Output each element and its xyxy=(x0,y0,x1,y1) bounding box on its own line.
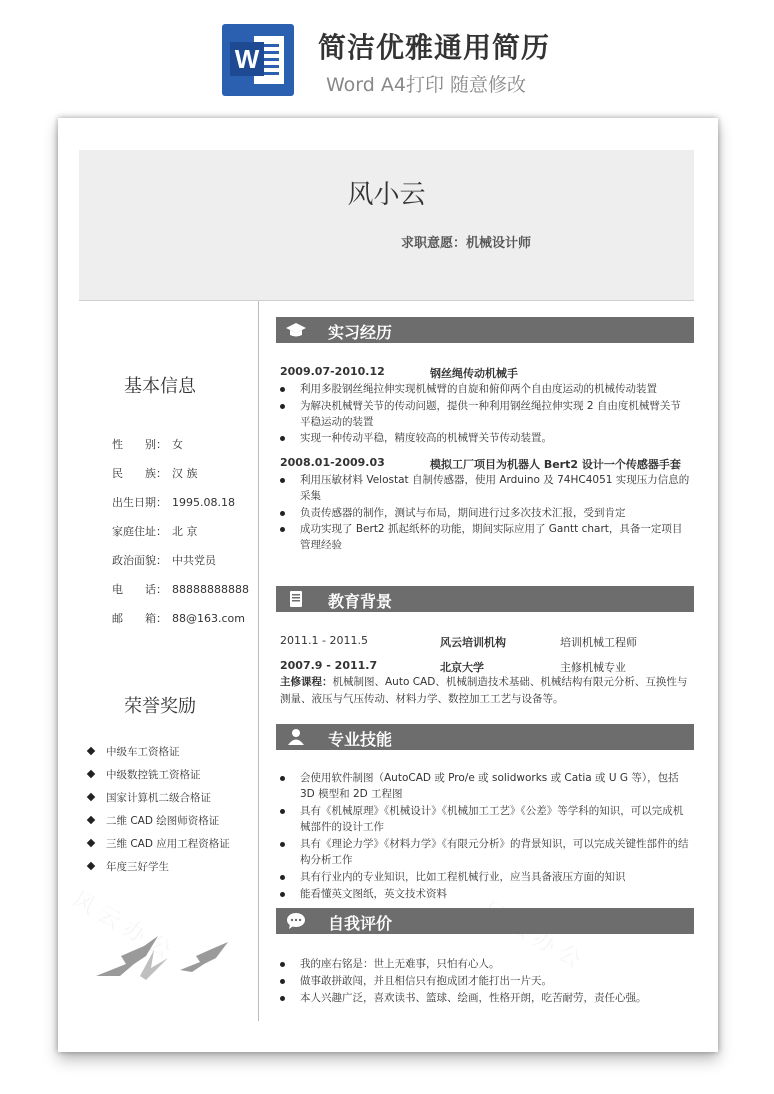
bullet-item xyxy=(280,521,690,553)
bullet-item xyxy=(280,836,690,868)
graduation-cap-icon xyxy=(286,321,306,339)
info-key: 民 族： xyxy=(112,467,167,480)
bullet-dot-icon xyxy=(280,996,285,1001)
courses-paragraph xyxy=(280,674,690,708)
info-key: 性 别： xyxy=(112,438,167,451)
info-key: 政治面貌： xyxy=(112,554,167,567)
edu-school: 北京大学 xyxy=(440,661,484,674)
speech-bubble-icon xyxy=(286,912,306,930)
edu-major: 主修机械专业 xyxy=(560,661,626,674)
word-icon xyxy=(222,24,294,96)
candidate-name: 风小云 xyxy=(347,180,426,210)
section-education xyxy=(276,586,694,612)
bullet-item xyxy=(280,472,690,504)
bullet-dot-icon xyxy=(280,404,285,409)
bullet-dot-icon xyxy=(280,979,285,984)
bullet-dot-icon xyxy=(280,436,285,441)
decorative-swoosh-icon xyxy=(96,936,236,982)
bullet-dot-icon xyxy=(280,776,285,781)
column-divider xyxy=(258,301,259,1021)
bullet-text: 利用多股钢丝绳拉伸实现机械臂的自旋和俯仰两个自由度运动的机械传动装置 xyxy=(300,383,657,395)
bullet-dot-icon xyxy=(280,842,285,847)
bullet-text: 实现一种传动平稳，精度较高的机械臂关节传动装置。 xyxy=(300,432,552,444)
info-value: 中共党员 xyxy=(172,554,216,567)
bullet-item xyxy=(280,398,690,430)
honors-title: 荣誉奖励 xyxy=(124,696,196,717)
info-value: 88@163.com xyxy=(172,612,245,625)
diamond-bullet-icon xyxy=(87,747,95,755)
honor-item xyxy=(88,813,219,828)
bullet-item xyxy=(280,869,690,885)
info-row xyxy=(112,581,249,597)
honor-item xyxy=(88,790,211,805)
entry-role: 模拟工厂项目为机器人 Bert2 设计一个传感器手套 xyxy=(430,458,681,471)
bullet-dot-icon xyxy=(280,478,285,483)
bullet-item xyxy=(280,886,690,902)
resume-page xyxy=(58,118,718,1052)
bullet-text: 具有《理论力学》《材料力学》《有限元分析》的背景知识，可以完成关键性部件的结构分析工作 xyxy=(300,838,689,866)
bullet-text: 为解决机械臂关节的传动问题，提供一种利用钢丝绳拉伸实现 2 自由度机械臂关节平稳运动的装置 xyxy=(300,400,681,428)
diamond-bullet-icon xyxy=(87,770,95,778)
courses-text: 机械制图、Auto CAD、机械制造技术基础、机械结构有限元分析、互换性与测量、液压与气压传动、材料力学、数控加工工艺与设备等。 xyxy=(280,676,688,705)
entry-date: 2009.07-2010.12 xyxy=(280,365,385,378)
diamond-bullet-icon xyxy=(87,862,95,870)
section-skills xyxy=(276,724,694,750)
honor-label: 国家计算机二级合格证 xyxy=(106,792,211,804)
bullet-dot-icon xyxy=(280,892,285,897)
bullet-dot-icon xyxy=(280,511,285,516)
bullet-text: 做事敢拼敢闯，并且相信只有抱成团才能打出一片天。 xyxy=(300,975,552,987)
bullet-item xyxy=(280,770,690,802)
section-title: 实习经历 xyxy=(328,323,393,342)
info-value: 北 京 xyxy=(172,525,198,538)
bullet-item xyxy=(280,803,690,835)
bullet-text: 本人兴趣广泛，喜欢读书、篮球、绘画，性格开朗，吃苦耐劳，责任心强。 xyxy=(300,992,647,1004)
honor-label: 三维 CAD 应用工程资格证 xyxy=(106,838,230,850)
edu-date: 2007.9 - 2011.7 xyxy=(280,659,378,672)
honor-label: 中级车工资格证 xyxy=(106,746,180,758)
bullet-item xyxy=(280,956,690,972)
diamond-bullet-icon xyxy=(87,839,95,847)
bullet-text: 利用压敏材料 Velostat 自制传感器，使用 Arduino 及 74HC4051 实现压力信息的采集 xyxy=(300,474,690,502)
bullet-text: 负责传感器的制作，测试与布局，期间进行过多次技术汇报，受到肯定 xyxy=(300,507,626,519)
banner-subtitle: Word A4打印 随意修改 xyxy=(326,74,527,96)
diamond-bullet-icon xyxy=(87,793,95,801)
book-icon xyxy=(286,590,306,608)
info-row xyxy=(112,436,183,452)
section-title: 教育背景 xyxy=(328,592,393,611)
edu-date: 2011.1 - 2011.5 xyxy=(280,634,368,647)
info-value: 1995.08.18 xyxy=(172,496,235,509)
courses-label: 主修课程： xyxy=(280,676,333,688)
job-intent: 求职意愿：机械设计师 xyxy=(401,236,532,251)
info-key: 邮 箱： xyxy=(112,612,167,625)
entry-date: 2008.01-2009.03 xyxy=(280,456,385,469)
info-key: 家庭住址： xyxy=(112,525,167,538)
section-self-evaluation xyxy=(276,908,694,934)
edu-major: 培训机械工程师 xyxy=(560,636,637,649)
bullet-text: 具有《机械原理》《机械设计》《机械加工工艺》《公差》等学科的知识，可以完成机械部件的设计工作 xyxy=(300,805,684,833)
person-icon xyxy=(286,728,306,746)
bullet-item xyxy=(280,381,690,397)
bullet-item xyxy=(280,430,690,446)
honor-item xyxy=(88,836,230,851)
section-title: 自我评价 xyxy=(328,914,393,933)
banner xyxy=(0,0,774,110)
info-row xyxy=(112,552,216,568)
bullet-text: 具有行业内的专业知识，比如工程机械行业，应当具备液压方面的知识 xyxy=(300,871,626,883)
bullet-item xyxy=(280,973,690,989)
bullet-text: 会使用软件制图（AutoCAD 或 Pro/e 或 solidworks 或 Catia 或 U G 等），包括 3D 模型和 2D 工程图 xyxy=(300,772,679,800)
bullet-dot-icon xyxy=(280,809,285,814)
info-value: 女 xyxy=(172,438,183,451)
bullet-text: 我的座右铭是：世上无难事，只怕有心人。 xyxy=(300,958,500,970)
bullet-dot-icon xyxy=(280,387,285,392)
info-row xyxy=(112,465,198,481)
info-value: 汉 族 xyxy=(172,467,198,480)
info-row xyxy=(112,494,235,510)
bullet-item xyxy=(280,505,690,521)
resume-header xyxy=(79,150,694,301)
edu-school: 风云培训机构 xyxy=(440,636,506,649)
bullet-dot-icon xyxy=(280,875,285,880)
bullet-text: 成功实现了 Bert2 抓起纸杯的功能，期间实际应用了 Gantt chart，具备一定项目管理经验 xyxy=(300,523,683,551)
basic-info-title: 基本信息 xyxy=(124,376,196,397)
bullet-item xyxy=(280,990,690,1006)
diamond-bullet-icon xyxy=(87,816,95,824)
info-value: 88888888888 xyxy=(172,583,249,596)
bullet-dot-icon xyxy=(280,962,285,967)
banner-title: 简洁优雅通用简历 xyxy=(318,31,551,64)
honor-item xyxy=(88,767,201,782)
entry-role: 钢丝绳传动机械手 xyxy=(430,367,518,380)
honor-label: 中级数控铣工资格证 xyxy=(106,769,201,781)
section-internship xyxy=(276,317,694,343)
honor-item xyxy=(88,859,169,874)
info-row xyxy=(112,523,198,539)
info-key: 电 话： xyxy=(112,583,167,596)
section-title: 专业技能 xyxy=(328,730,393,749)
bullet-text: 能看懂英文图纸，英文技术资料 xyxy=(300,888,447,900)
honor-label: 二维 CAD 绘图师资格证 xyxy=(106,815,220,827)
word-icon-letter: W xyxy=(230,42,264,76)
honor-item xyxy=(88,744,180,759)
info-row xyxy=(112,610,245,626)
bullet-dot-icon xyxy=(280,527,285,532)
info-key: 出生日期： xyxy=(112,496,167,509)
honor-label: 年度三好学生 xyxy=(106,861,169,873)
